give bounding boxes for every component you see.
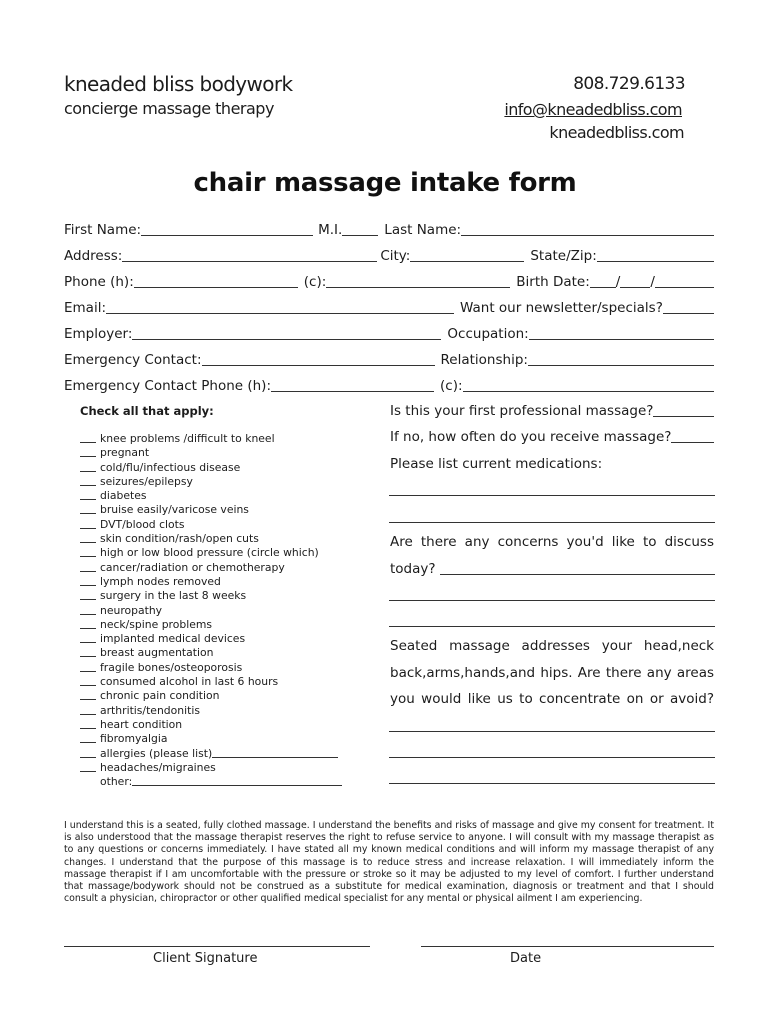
checklist-item-label: neuropathy [100, 603, 163, 617]
birth-date-label: Birth Date: [516, 274, 590, 290]
medications-label: Please list current medications: [390, 456, 603, 472]
date-label: Date [510, 951, 542, 966]
phone-home-field[interactable] [134, 275, 298, 288]
checklist-item [80, 747, 342, 761]
checklist-item-label: pregnant [100, 446, 150, 460]
seated-areas-line[interactable] [389, 783, 715, 784]
checklist-item-label: surgery in the last 8 weeks [100, 589, 247, 603]
checkbox-blank[interactable] [80, 461, 96, 472]
checkbox-blank[interactable] [80, 532, 96, 543]
massage-frequency-field[interactable] [671, 430, 714, 443]
checkbox-blank[interactable] [80, 732, 96, 743]
business-name: kneaded bliss bodywork [64, 72, 293, 96]
mi-field[interactable] [342, 223, 378, 236]
newsletter-label: Want our newsletter/specials? [460, 300, 663, 316]
email-field[interactable] [106, 301, 454, 314]
checkbox-blank[interactable] [80, 503, 96, 514]
address-row [64, 244, 714, 264]
checklist-item-label: heart condition [100, 717, 183, 731]
checkbox-blank[interactable] [80, 518, 96, 529]
checklist-item [80, 761, 342, 775]
other-field[interactable] [132, 775, 342, 786]
checkbox-blank[interactable] [80, 489, 96, 500]
emergency-contact-field[interactable] [202, 353, 435, 366]
email-label: Email: [64, 300, 107, 316]
checklist-item-label: seizures/epilepsy [100, 474, 193, 488]
checkbox-blank[interactable] [80, 704, 96, 715]
checklist-item [80, 718, 342, 732]
phone-home-label: Phone (h): [64, 274, 134, 290]
phone-cell-label: (c): [303, 274, 327, 290]
checklist-item-label: DVT/blood clots [100, 517, 185, 531]
emergency-contact-row [64, 348, 714, 368]
checklist-item [80, 432, 342, 446]
first-massage-field[interactable] [653, 404, 714, 417]
newsletter-field[interactable] [663, 301, 714, 314]
employer-row [64, 322, 714, 342]
medications-line[interactable] [389, 495, 715, 496]
relationship-field[interactable] [528, 353, 714, 366]
city-field[interactable] [410, 249, 524, 262]
checklist-item [80, 646, 342, 660]
checklist-item-label: implanted medical devices [100, 632, 246, 646]
birth-month-field[interactable] [590, 275, 616, 288]
business-tagline: concierge massage therapy [64, 99, 274, 118]
other-label: other: [100, 775, 133, 789]
massage-frequency-question [390, 429, 714, 445]
checklist-item [80, 604, 342, 618]
first-massage-label: Is this your first professional massage? [390, 403, 654, 419]
employer-field[interactable] [132, 327, 441, 340]
massage-frequency-label: If no, how often do you receive massage? [390, 429, 672, 445]
checklist-item-label: chronic pain condition [100, 689, 220, 703]
checklist-item-label: fibromyalgia [100, 732, 168, 746]
checklist-item [80, 689, 342, 703]
address-label: Address: [64, 248, 123, 264]
seated-areas-question [390, 633, 714, 713]
emergency-phone-row [64, 374, 714, 394]
city-label: City: [380, 248, 411, 264]
emergency-phone-home-label: Emergency Contact Phone (h): [64, 378, 271, 394]
checklist-item [80, 461, 342, 475]
birth-year-field[interactable] [655, 275, 714, 288]
checklist-item [80, 732, 342, 746]
checkbox-blank[interactable] [80, 646, 96, 657]
checklist-item [80, 618, 342, 632]
state-zip-label: State/Zip: [530, 248, 597, 264]
checklist-item-label: breast augmentation [100, 646, 214, 660]
occupation-label: Occupation: [447, 326, 529, 342]
employer-label: Employer: [64, 326, 133, 342]
client-signature-line[interactable] [64, 946, 370, 947]
checklist-item-label: cold/flu/infectious disease [100, 460, 241, 474]
seated-areas-label: Seated massage addresses your head,neck back,arms,hands,and hips. Are there any areas you would like us to concentrate on or avoid? [390, 638, 714, 707]
seated-areas-line[interactable] [389, 731, 715, 732]
contact-website: kneadedbliss.com [549, 123, 684, 142]
checklist-item-label: knee problems /difficult to kneel [100, 432, 275, 445]
relationship-label: Relationship: [440, 352, 528, 368]
mi-label: M.I. [318, 222, 343, 238]
checkbox-blank[interactable] [80, 575, 96, 586]
checkbox-blank[interactable] [80, 561, 96, 572]
contact-phone: 808.729.6133 [573, 74, 685, 94]
checkbox-blank[interactable] [80, 589, 96, 600]
checklist-item-label: neck/spine problems [100, 617, 213, 631]
email-row [64, 296, 714, 316]
checklist-item [80, 503, 342, 517]
checklist-item-label: skin condition/rash/open cuts [100, 532, 259, 546]
checklist-item [80, 575, 342, 589]
first-name-label: First Name: [64, 222, 142, 238]
checkbox-blank[interactable] [80, 761, 96, 772]
checklist-item [80, 446, 342, 460]
checklist-item-label: headaches/migraines [100, 760, 216, 774]
checkbox-blank[interactable] [80, 432, 96, 443]
checklist-item [80, 532, 342, 546]
client-signature-label: Client Signature [153, 951, 258, 966]
checklist-item [80, 675, 342, 689]
form-title: chair massage intake form [193, 168, 577, 198]
checklist-item [80, 475, 342, 489]
concerns-line[interactable] [389, 626, 715, 627]
birth-day-field[interactable] [620, 275, 650, 288]
first-name-field[interactable] [141, 223, 313, 236]
concerns-line[interactable] [389, 600, 715, 601]
checklist-item-label: allergies (please list) [100, 746, 213, 760]
name-row [64, 218, 714, 238]
checklist-item-label: arthritis/tendonitis [100, 703, 200, 717]
checkbox-blank[interactable] [80, 718, 96, 729]
checkbox-blank[interactable] [80, 747, 96, 758]
checklist-item-label: bruise easily/varicose veins [100, 503, 249, 517]
checklist-item-label: diabetes [100, 489, 147, 503]
checklist-item [80, 518, 342, 532]
phone-cell-field[interactable] [326, 275, 510, 288]
checklist-item-other [80, 775, 342, 789]
date-line[interactable] [421, 946, 714, 947]
concerns-today-line[interactable] [440, 574, 715, 575]
checkbox-blank[interactable] [80, 475, 96, 486]
contact-email-link[interactable]: info@kneadedbliss.com [504, 100, 682, 119]
last-name-label: Last Name: [384, 222, 462, 238]
emergency-phone-cell-label: (c): [440, 378, 463, 394]
checkbox-blank[interactable] [80, 632, 96, 643]
checklist-heading: Check all that apply: [80, 404, 214, 418]
checkbox-blank[interactable] [80, 546, 96, 557]
first-massage-question [390, 403, 714, 419]
seated-areas-line[interactable] [389, 757, 715, 758]
consent-paragraph: I understand this is a seated, fully clothed massage. I understand the benefits and risks of massage and give my consent for treatment. It is also understood that the massage therapist reserves the right to refuse service to anyone. I will consult with my massage therapist as to any questions or concerns immediately. I have stated all my known medical conditions and will inform my massage therapist of any changes. I understand that the purpose of this massage is to reduce stress and increase relaxation. I will immediately inform the massage therapist if I am uncomfortable with the pressure or stroke so it may be adjusted to my level of comfort. I further understand that massage/bodywork should not be construed as a substitute for medical examination, diagnosis or treatment and that I should consult a physician, chiropractor or other qualified medical specialist for any mental or physical ailment I am experiencing. [64, 820, 714, 905]
checkbox-blank[interactable] [80, 661, 96, 672]
date-separator: / [650, 274, 655, 290]
checklist-item-label: consumed alcohol in last 6 hours [100, 675, 279, 689]
address-field[interactable] [122, 249, 377, 262]
checklist-item [80, 632, 342, 646]
checklist-item-label: fragile bones/osteoporosis [100, 660, 243, 674]
checkbox-blank[interactable] [80, 675, 96, 686]
state-zip-field[interactable] [597, 249, 714, 262]
checkbox-blank[interactable] [80, 689, 96, 700]
checklist-item [80, 489, 342, 503]
concerns-label: Are there any concerns you'd like to discuss today? [390, 534, 714, 577]
checklist-item [80, 546, 342, 560]
checklist-item [80, 704, 342, 718]
checkbox-blank[interactable] [80, 618, 96, 629]
medications-line[interactable] [389, 522, 715, 523]
phone-row [64, 270, 714, 290]
condition-checklist [80, 432, 342, 789]
checklist-item [80, 561, 342, 575]
checklist-item-label: high or low blood pressure (circle which) [100, 546, 319, 560]
checklist-item-label: lymph nodes removed [100, 574, 221, 588]
checklist-item [80, 661, 342, 675]
checklist-item-label: cancer/radiation or chemotherapy [100, 560, 285, 574]
checkbox-blank[interactable] [80, 446, 96, 457]
checkbox-blank[interactable] [80, 604, 96, 615]
date-separator: / [615, 274, 621, 290]
emergency-contact-label: Emergency Contact: [64, 352, 202, 368]
last-name-field[interactable] [461, 223, 714, 236]
emergency-phone-cell-field[interactable] [463, 379, 714, 392]
allergies-field[interactable] [212, 747, 338, 758]
checklist-item [80, 589, 342, 603]
emergency-phone-home-field[interactable] [271, 379, 434, 392]
occupation-field[interactable] [529, 327, 714, 340]
